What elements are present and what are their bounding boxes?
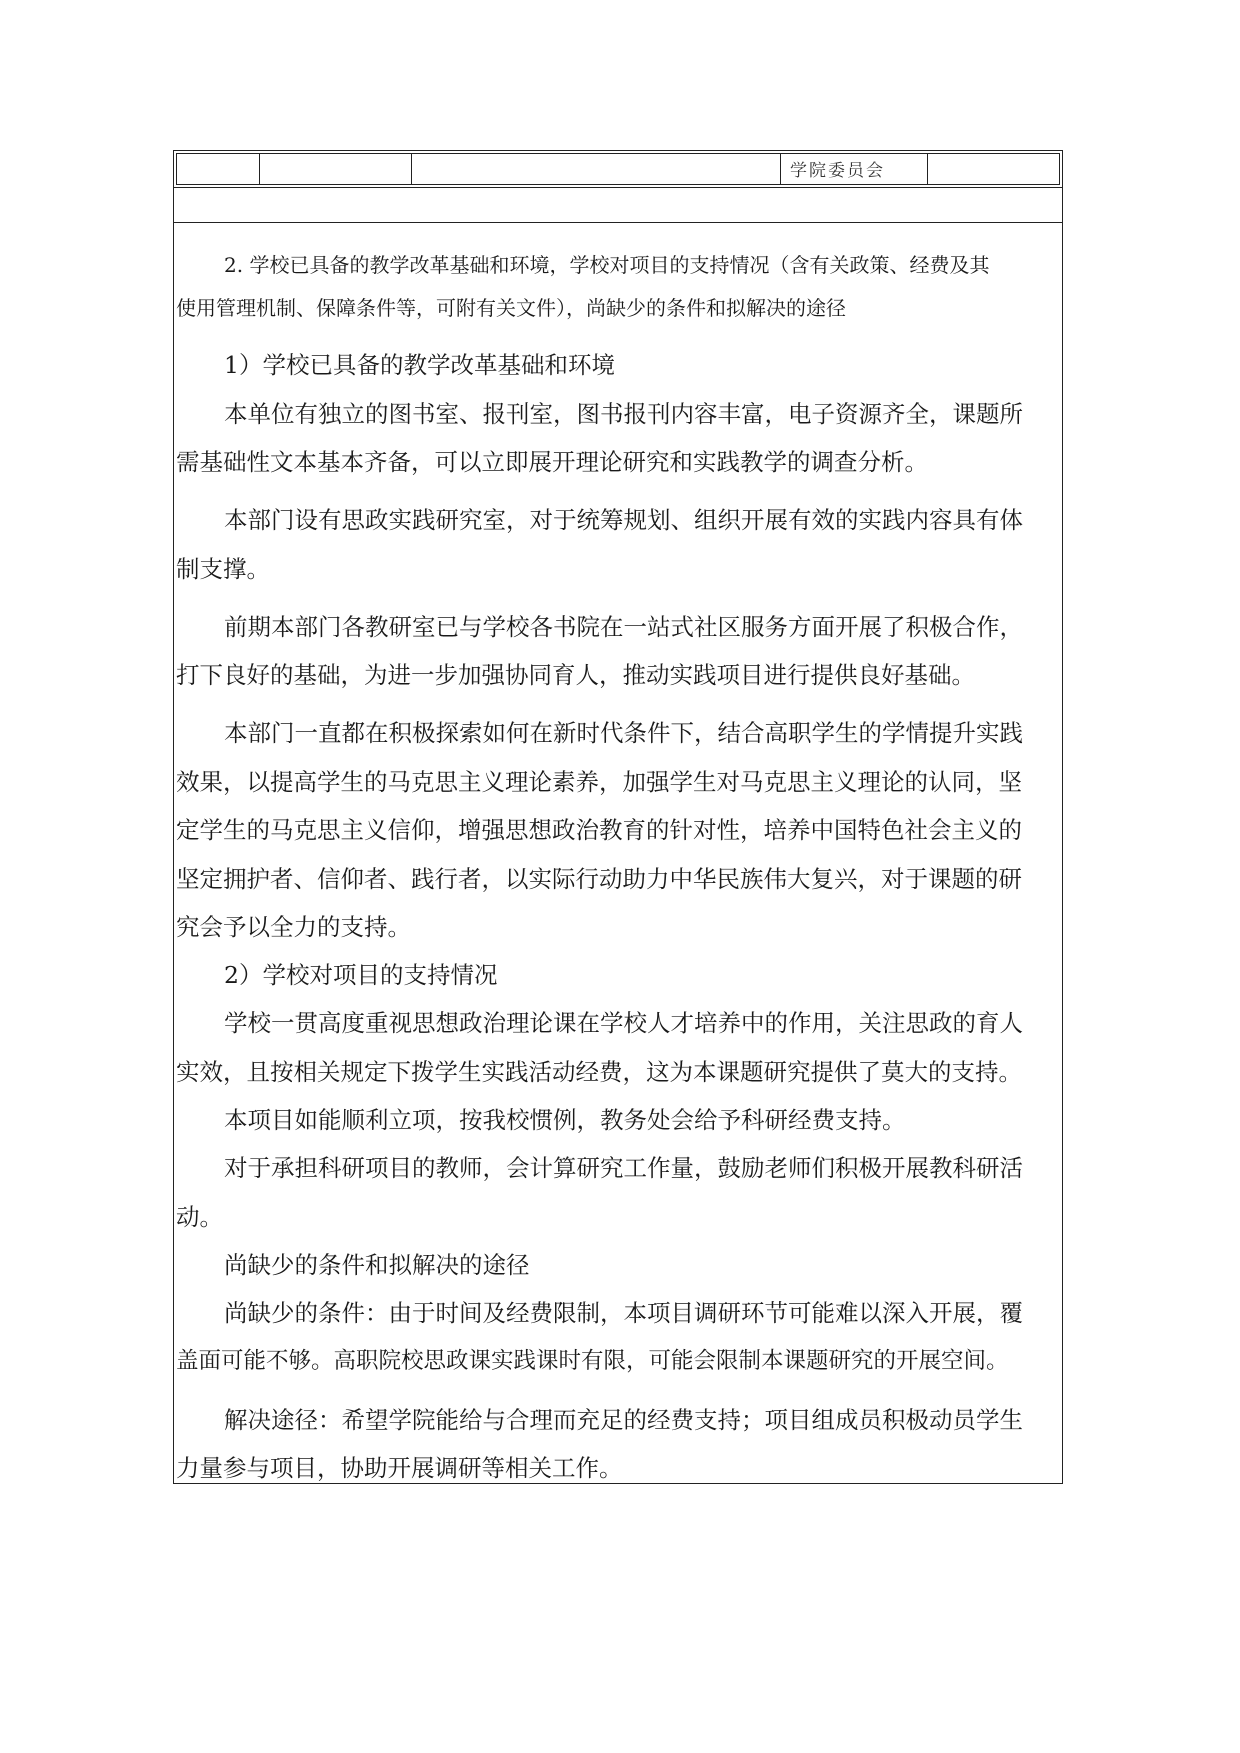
- paragraph-1-line-1: 本单位有独立的图书室、报刊室，图书报刊内容丰富，电子资源齐全，课题所: [224, 400, 1023, 428]
- paragraph-4-line-2: 效果，以提高学生的马克思主义理论素养，加强学生对马克思主义理论的认同，坚: [176, 768, 1022, 796]
- paragraph-7-line-2: 动。: [176, 1203, 223, 1231]
- paragraph-2-line-1: 本部门设有思政实践研究室，对于统筹规划、组织开展有效的实践内容具有体: [224, 506, 1023, 534]
- section-heading-line-1: 2. 学校已具备的教学改革基础和环境，学校对项目的支持情况（含有关政策、经费及其: [224, 253, 990, 277]
- row-bottom-border: [173, 187, 1063, 188]
- paragraph-6-line-1: 本项目如能顺利立项，按我校惯例，教务处会给予科研经费支持。: [224, 1106, 906, 1134]
- paragraph-9-line-1: 解决途径：希望学院能给与合理而充足的经费支持；项目组成员积极动员学生: [224, 1406, 1023, 1434]
- paragraph-9-line-2: 力量参与项目，协助开展调研等相关工作。: [176, 1454, 623, 1482]
- paragraph-1-line-2: 需基础性文本基本齐备，可以立即展开理论研究和实践教学的调查分析。: [176, 448, 928, 476]
- column-divider-1: [259, 153, 260, 184]
- subsection-1-title: 1）学校已具备的教学改革基础和环境: [224, 351, 615, 379]
- blank-row-bottom-border: [173, 222, 1063, 223]
- section-heading-line-2: 使用管理机制、保障条件等，可附有关文件），尚缺少的条件和拟解决的途径: [176, 296, 846, 320]
- paragraph-5-line-2: 实效，且按相关规定下拨学生实践活动经费，这为本课题研究提供了莫大的支持。: [176, 1058, 1022, 1086]
- paragraph-8-line-2: 盖面可能不够。高职院校思政课实践课时有限，可能会限制本课题研究的开展空间。: [176, 1348, 1009, 1374]
- paragraph-4-line-3: 定学生的马克思主义信仰，增强思想政治教育的针对性，培养中国特色社会主义的: [176, 816, 1022, 844]
- paragraph-2-line-2: 制支撑。: [176, 555, 270, 583]
- row-right-inner-border: [1059, 153, 1060, 184]
- table-top-border: [173, 150, 1063, 151]
- paragraph-4-line-1: 本部门一直都在积极探索如何在新时代条件下，结合高职学生的学情提升实践: [224, 719, 1023, 747]
- column-divider-3: [780, 153, 781, 184]
- row-left-inner-border: [176, 153, 177, 184]
- paragraph-4-line-5: 究会予以全力的支持。: [176, 913, 411, 941]
- paragraph-8-line-1: 尚缺少的条件：由于时间及经费限制，本项目调研环节可能难以深入开展，覆: [224, 1299, 1023, 1327]
- subsection-2-title: 2）学校对项目的支持情况: [224, 961, 498, 989]
- paragraph-7-line-1: 对于承担科研项目的教师，会计算研究工作量，鼓励老师们积极开展教科研活: [224, 1154, 1023, 1182]
- paragraph-3-line-1: 前期本部门各教研室已与学校各书院在一站式社区服务方面开展了积极合作，: [224, 613, 1023, 641]
- committee-label: 学院委员会: [790, 161, 885, 181]
- paragraph-4-line-4: 坚定拥护者、信仰者、践行者，以实际行动助力中华民族伟大复兴，对于课题的研: [176, 865, 1022, 893]
- paragraph-3-line-2: 打下良好的基础，为进一步加强协同育人，推动实践项目进行提供良好基础。: [176, 661, 975, 689]
- column-divider-2: [411, 153, 412, 184]
- subsection-3-title: 尚缺少的条件和拟解决的途径: [224, 1251, 530, 1279]
- paragraph-5-line-1: 学校一贯高度重视思想政治理论课在学校人才培养中的作用，关注思政的育人: [224, 1009, 1023, 1037]
